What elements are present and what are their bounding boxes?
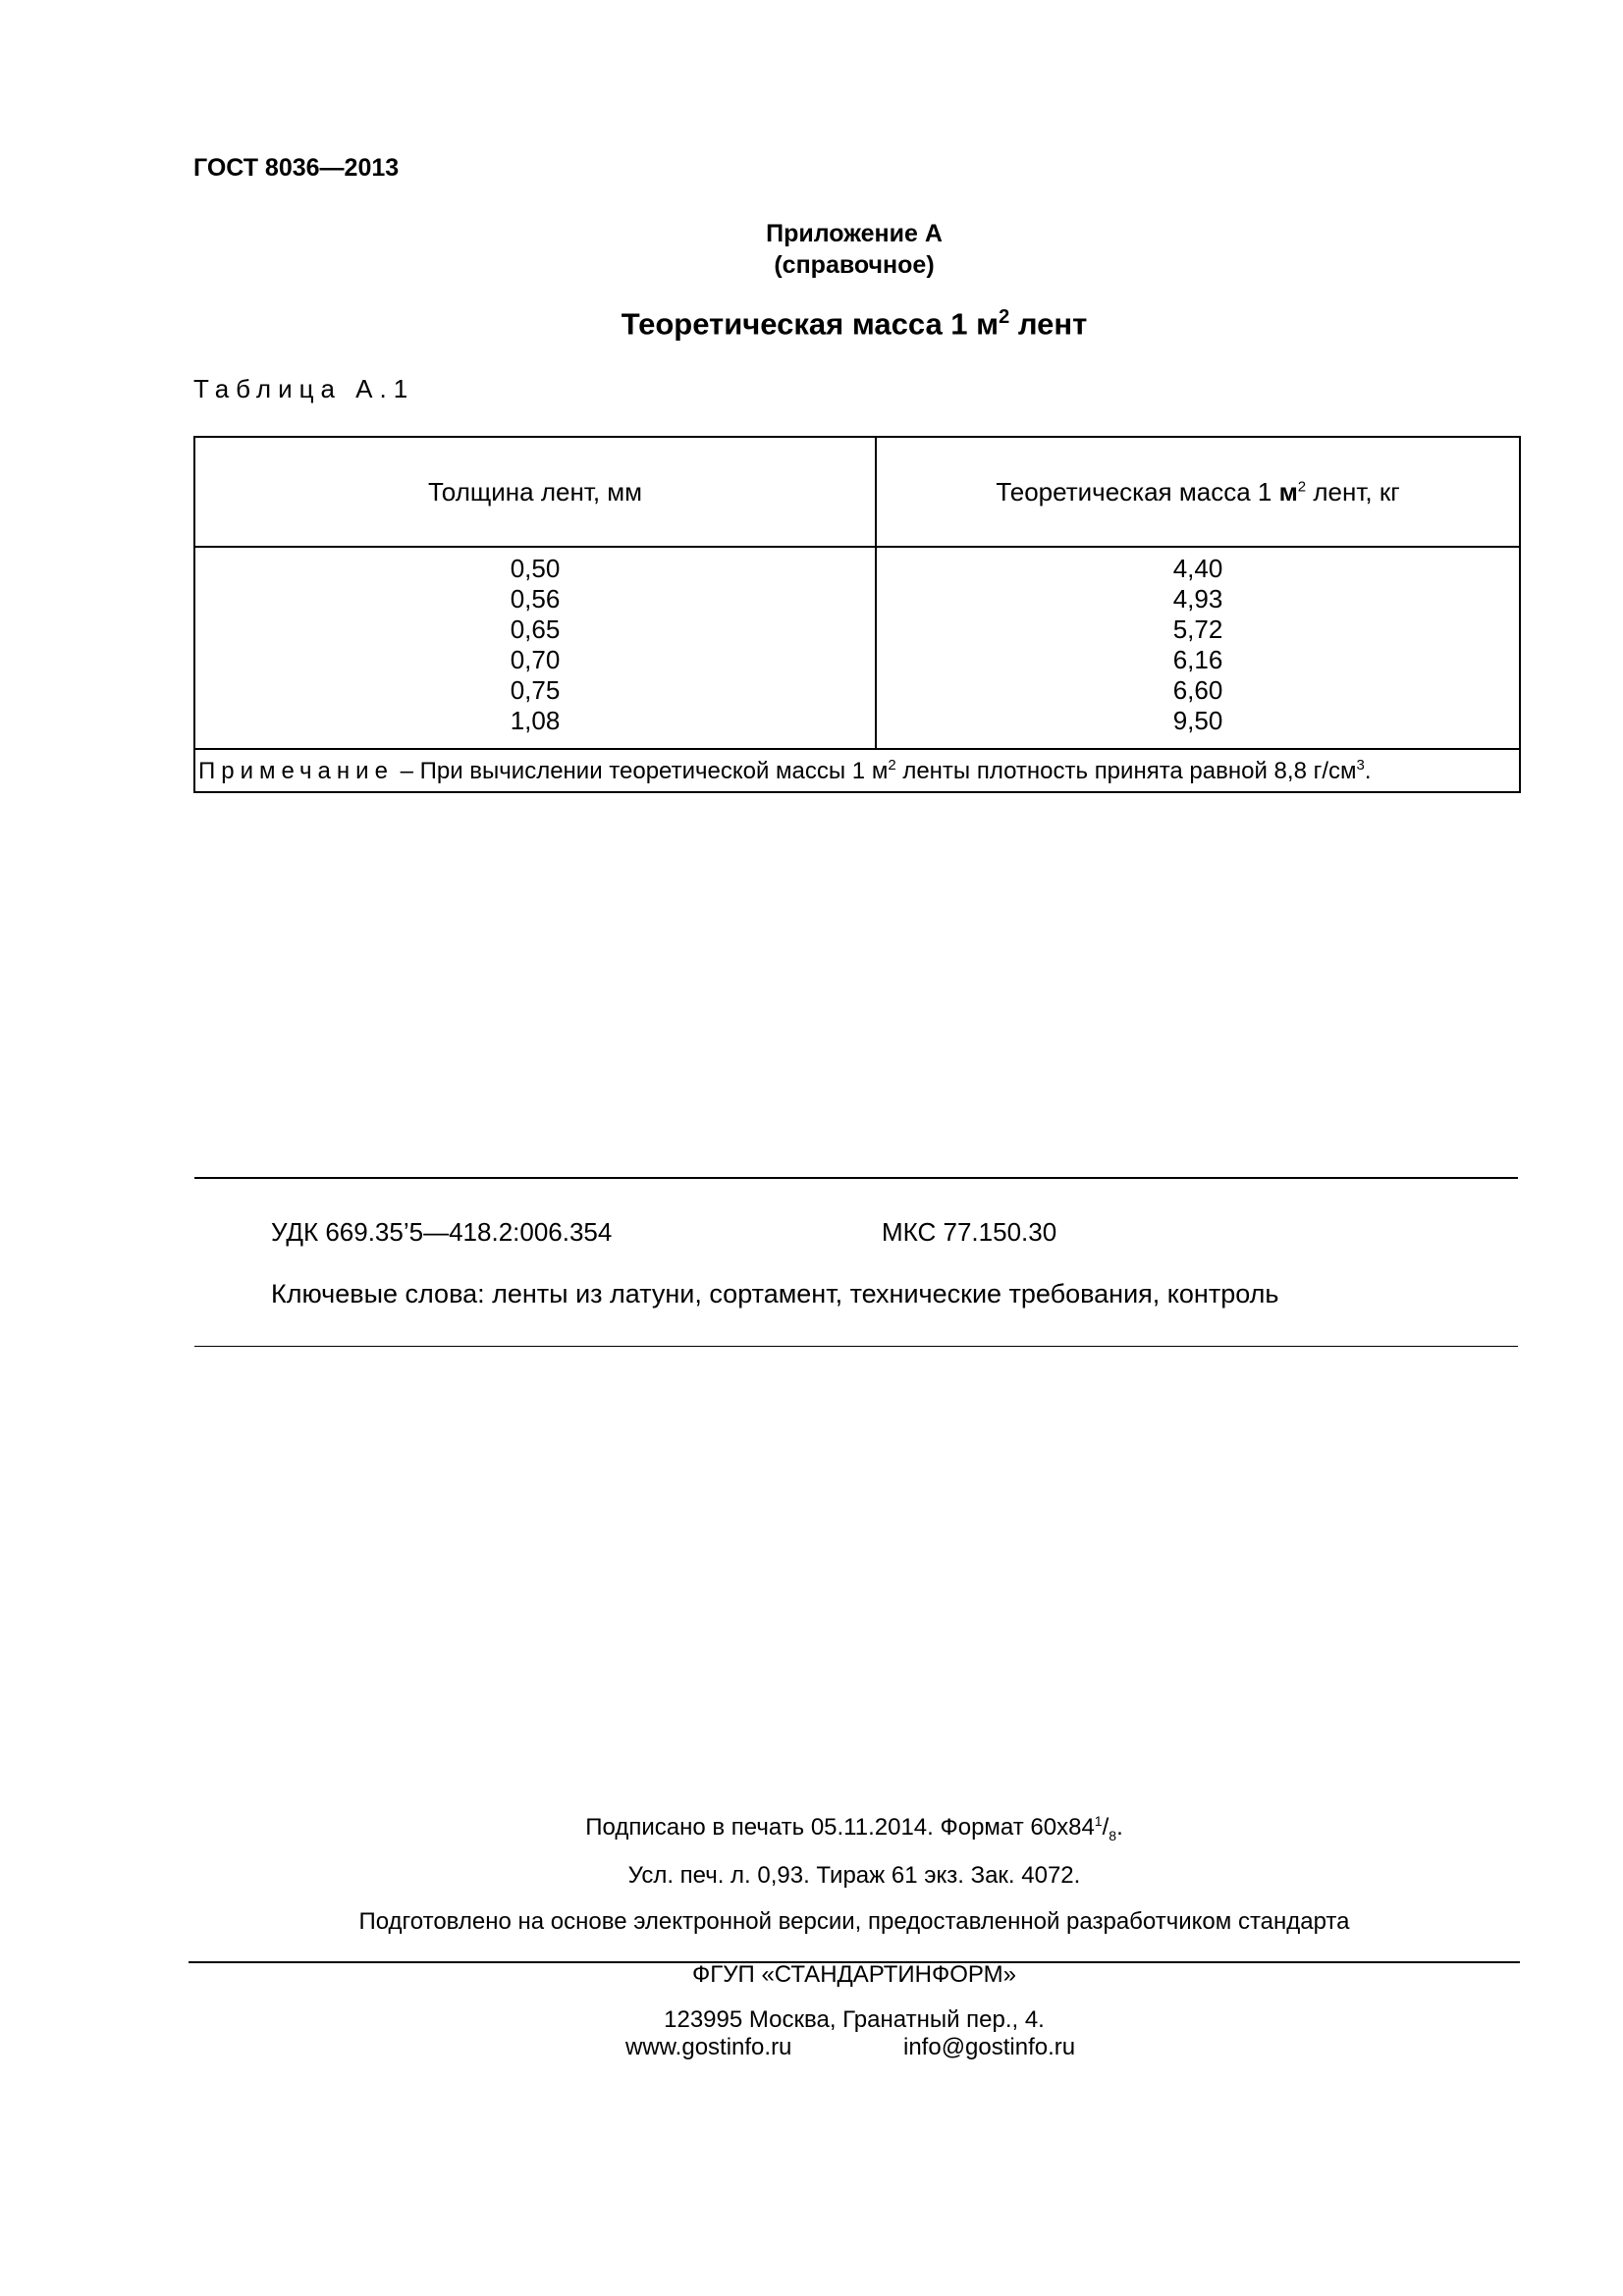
signed-sub: 8 — [1109, 1827, 1117, 1843]
table-cell: 1,08 — [510, 706, 561, 735]
table-cell: 0,65 — [510, 614, 561, 644]
signed-post: . — [1116, 1814, 1123, 1841]
divider-bottom — [194, 1346, 1518, 1347]
mass-column — [876, 547, 1520, 749]
table-cell: 4,93 — [1172, 584, 1223, 614]
table-cell: 6,60 — [1172, 675, 1223, 705]
table-cell: 6,16 — [1172, 645, 1223, 674]
mks-code: МКС 77.150.30 — [882, 1217, 1057, 1247]
table-cell: 0,50 — [510, 554, 561, 583]
header-mass-post: лент, кг — [1306, 476, 1400, 507]
header-mass — [876, 437, 1520, 547]
keywords: Ключевые слова: ленты из латуни, сортамент, технические требования, контроль — [271, 1279, 1279, 1308]
table-values-row — [194, 547, 1520, 749]
publisher-address: 123995 Москва, Гранатный пер., 4. — [664, 2006, 1045, 2033]
table-header-row — [194, 437, 1520, 547]
table-note-row — [194, 749, 1520, 792]
title-suffix: лент — [1009, 306, 1088, 342]
table-cell: 0,56 — [510, 584, 561, 614]
signed-pre: Подписано в печать 05.11.2014. Формат 60х84 — [585, 1814, 1095, 1841]
signed-for-print — [0, 1813, 1623, 1843]
table-cell: 4,40 — [1172, 554, 1223, 583]
table-cell: 0,75 — [510, 675, 561, 705]
table-cell: 0,70 — [510, 645, 561, 674]
header-mass-sup: 2 — [1297, 477, 1307, 495]
note-text-post: . — [1364, 757, 1372, 784]
website-link[interactable]: www.gostinfo.ru — [625, 2034, 792, 2060]
print-info: Усл. печ. л. 0,93. Тираж 61 экз. Зак. 4072. — [627, 1862, 1081, 1889]
prepared-note: Подготовлено на основе электронной версии, предоставленной разработчиком стандарта — [358, 1908, 1350, 1935]
page-title — [0, 306, 1623, 342]
header-mass-pre: Теоретическая масса 1 — [996, 476, 1279, 507]
udk-code: УДК 669.35’5—418.2:006.354 — [271, 1217, 613, 1247]
appendix-label: Приложение А — [766, 220, 943, 247]
email-link[interactable]: info@gostinfo.ru — [903, 2034, 1076, 2060]
document-code: ГОСТ 8036—2013 — [193, 154, 400, 182]
note-text-mid: ленты плотность принята равной 8,8 г/см — [895, 757, 1357, 784]
header-mass-unit: м — [1278, 476, 1298, 507]
signed-sup: 1 — [1094, 1813, 1103, 1829]
publisher: ФГУП «СТАНДАРТИНФОРМ» — [692, 1961, 1016, 1988]
note-sup-2: 3 — [1356, 756, 1365, 774]
signed-slash: / — [1102, 1814, 1109, 1841]
title-sup: 2 — [999, 306, 1010, 328]
table-cell: 9,50 — [1172, 706, 1223, 735]
note-sup-1: 2 — [888, 756, 896, 774]
header-thickness: Толщина лент, мм — [194, 437, 876, 547]
note-text-pre: – При вычислении теоретической массы 1 м — [393, 757, 889, 784]
table-note — [194, 749, 1520, 792]
appendix-type: (справочное) — [774, 251, 935, 279]
table-label: Таблица А.1 — [193, 374, 415, 403]
appendix-heading — [0, 218, 1623, 281]
mass-table — [193, 436, 1521, 793]
title-text: Теоретическая масса 1 м — [621, 306, 1000, 342]
thickness-column — [194, 547, 876, 749]
note-label: Примечание — [198, 757, 394, 784]
divider-top — [194, 1177, 1518, 1179]
table-cell: 5,72 — [1172, 614, 1223, 644]
